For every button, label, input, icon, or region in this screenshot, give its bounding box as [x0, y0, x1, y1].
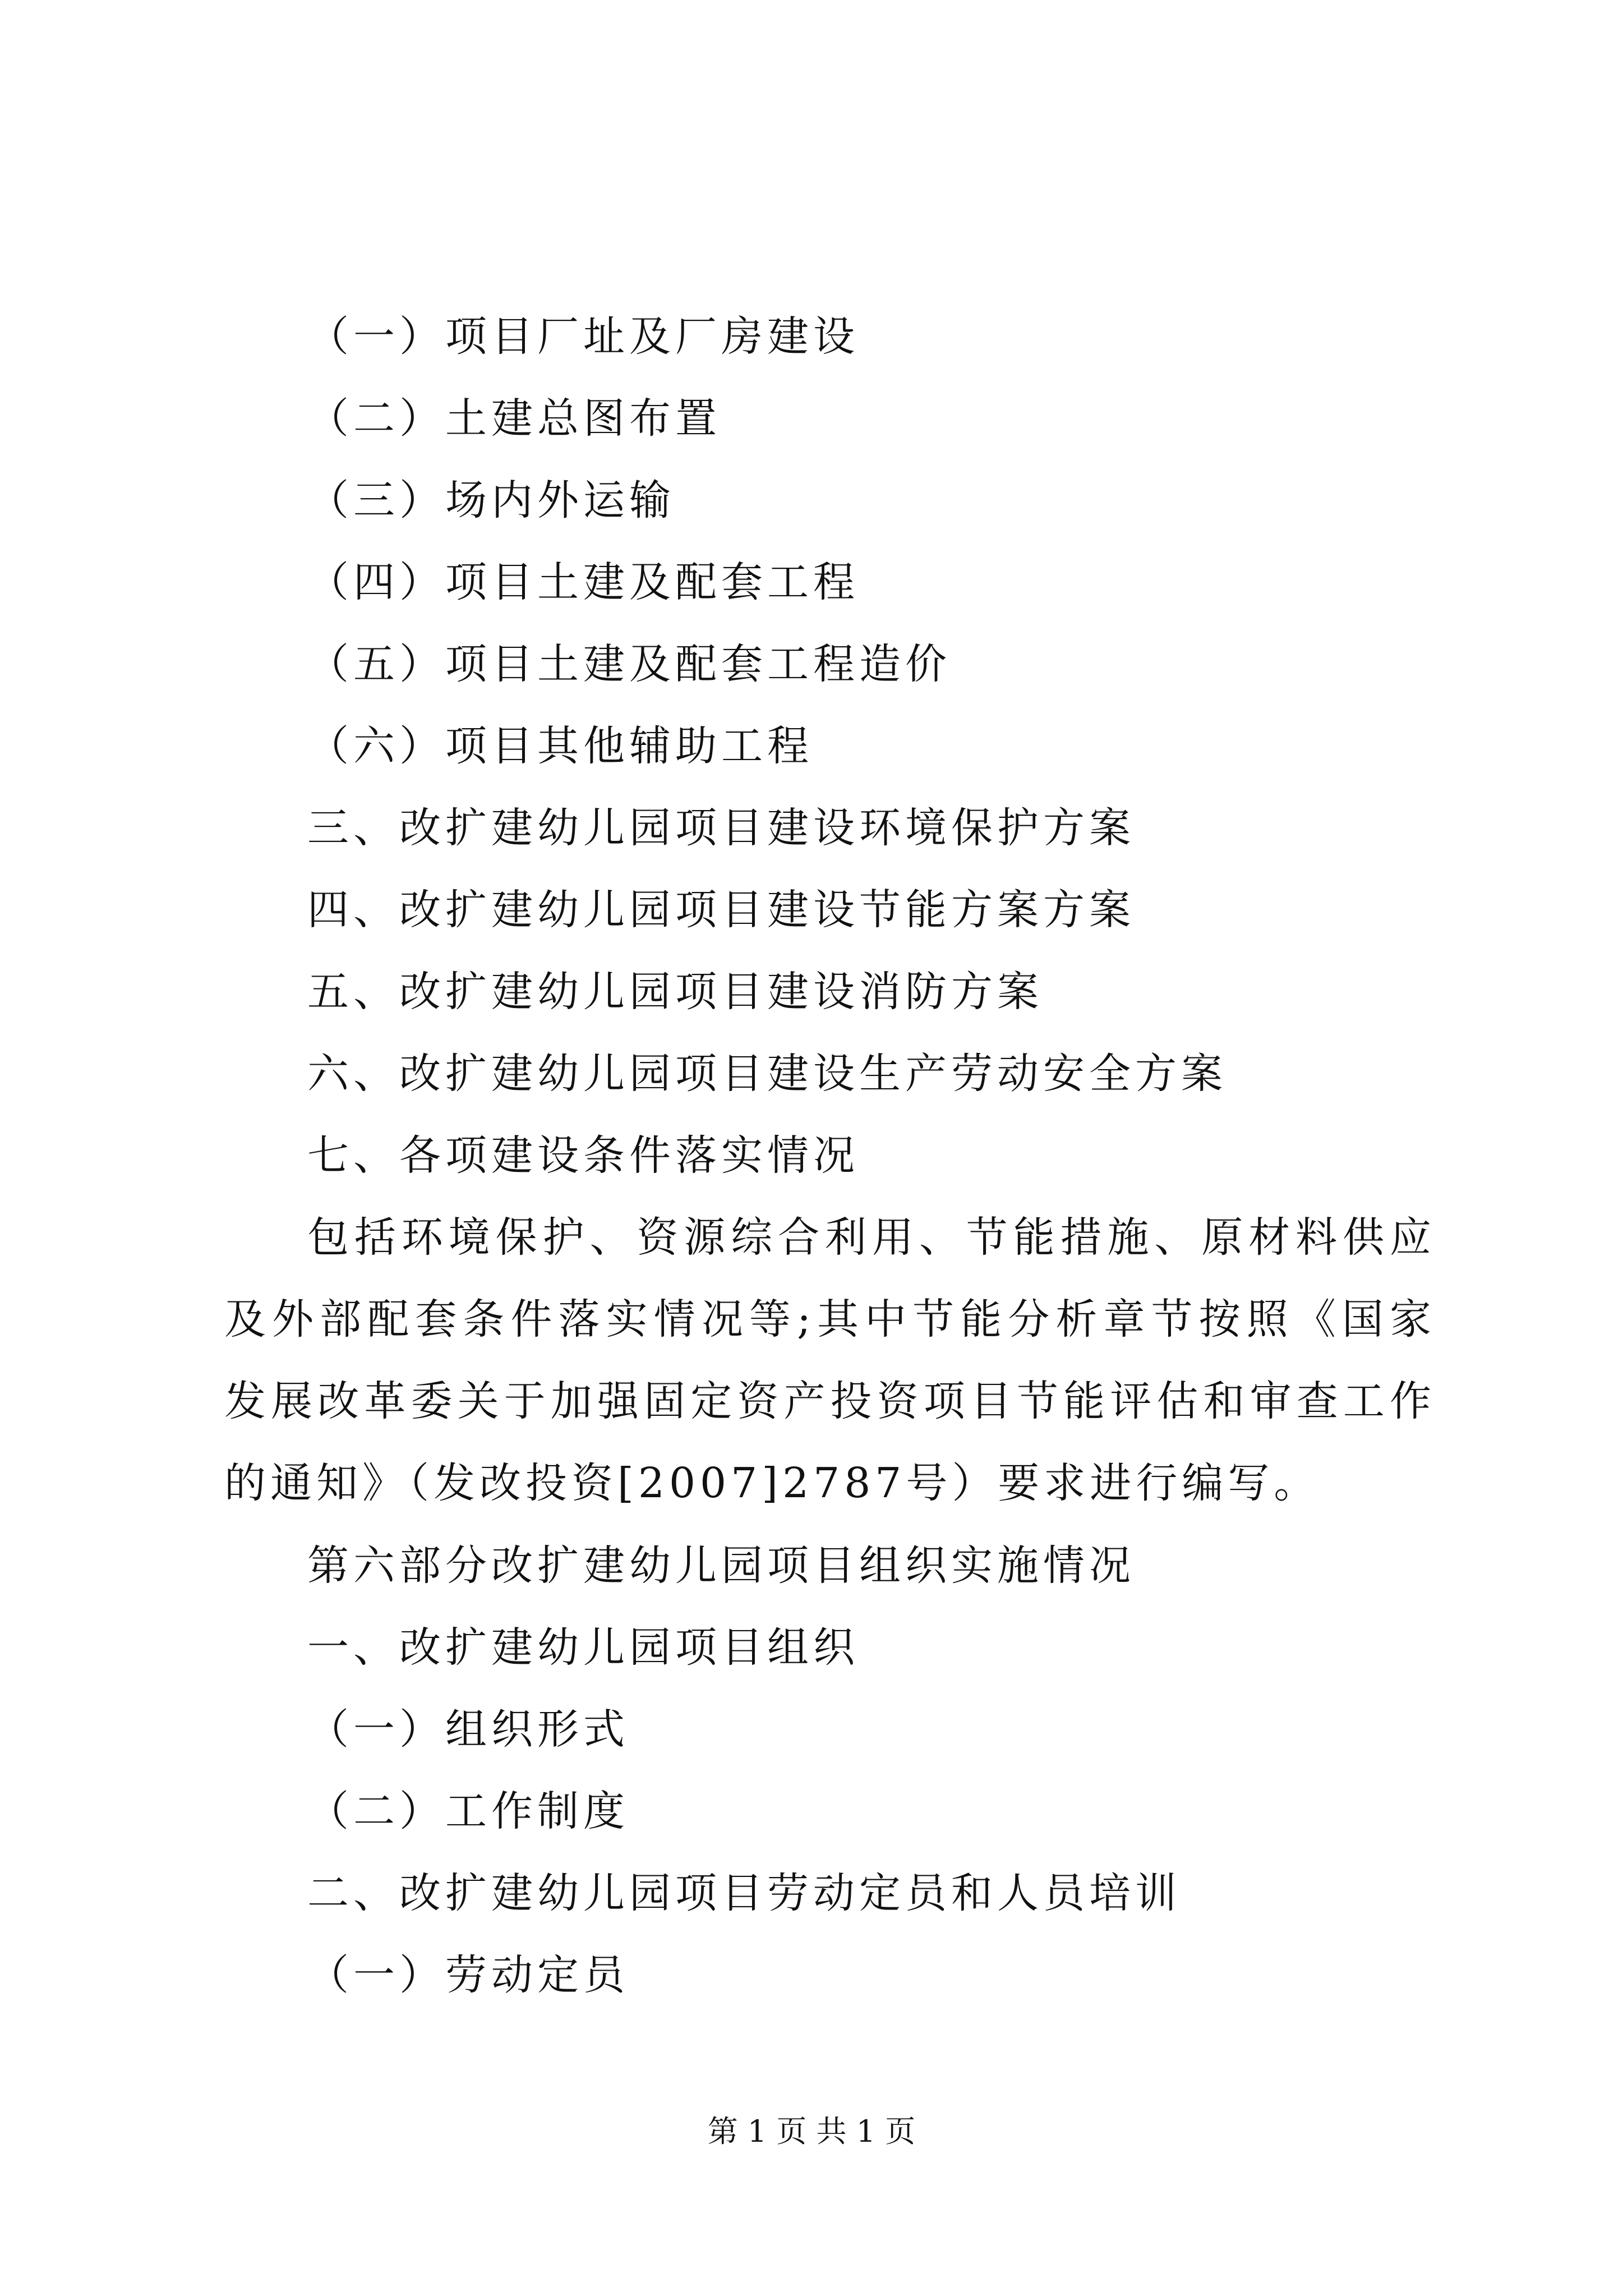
body-paragraph: 包括环境保护、资源综合利用、节能措施、原材料供应及外部配套条件落实情况等;其中节能分析章节按照《国家发展改革委关于加强固定资产投资项目节能评估和审查工作的通知》（发改投资[2007]2787号）要求进行编写。: [224, 1213, 1436, 1507]
text-line: （一）项目厂址及厂房建设: [307, 312, 859, 361]
text-line: （四）项目土建及配套工程: [307, 558, 859, 606]
text-line: （二）工作制度: [307, 1787, 629, 1835]
text-line: （一）组织形式: [307, 1705, 629, 1754]
text-line: 五、改扩建幼儿园项目建设消防方案: [307, 968, 1043, 1016]
text-line: （六）项目其他辅助工程: [307, 722, 813, 770]
page-footer: 第 1 页 共 1 页: [707, 2114, 916, 2149]
text-line: 六、改扩建幼儿园项目建设生产劳动安全方案: [307, 1050, 1227, 1098]
text-line: 三、改扩建幼儿园项目建设环境保护方案: [307, 804, 1135, 852]
text-line: 二、改扩建幼儿园项目劳动定员和人员培训: [307, 1869, 1181, 1917]
text-line: 一、改扩建幼儿园项目组织: [307, 1623, 859, 1672]
text-line: （五）项目土建及配套工程造价: [307, 640, 951, 688]
text-line: （二）土建总图布置: [307, 394, 721, 443]
text-line: 四、改扩建幼儿园项目建设节能方案方案: [307, 886, 1135, 934]
section-heading: 第六部分改扩建幼儿园项目组织实施情况: [307, 1542, 1135, 1590]
text-line: （三）场内外运输: [307, 476, 675, 524]
text-line: （一）劳动定员: [307, 1951, 629, 1999]
text-line: 七、各项建设条件落实情况: [307, 1131, 859, 1180]
